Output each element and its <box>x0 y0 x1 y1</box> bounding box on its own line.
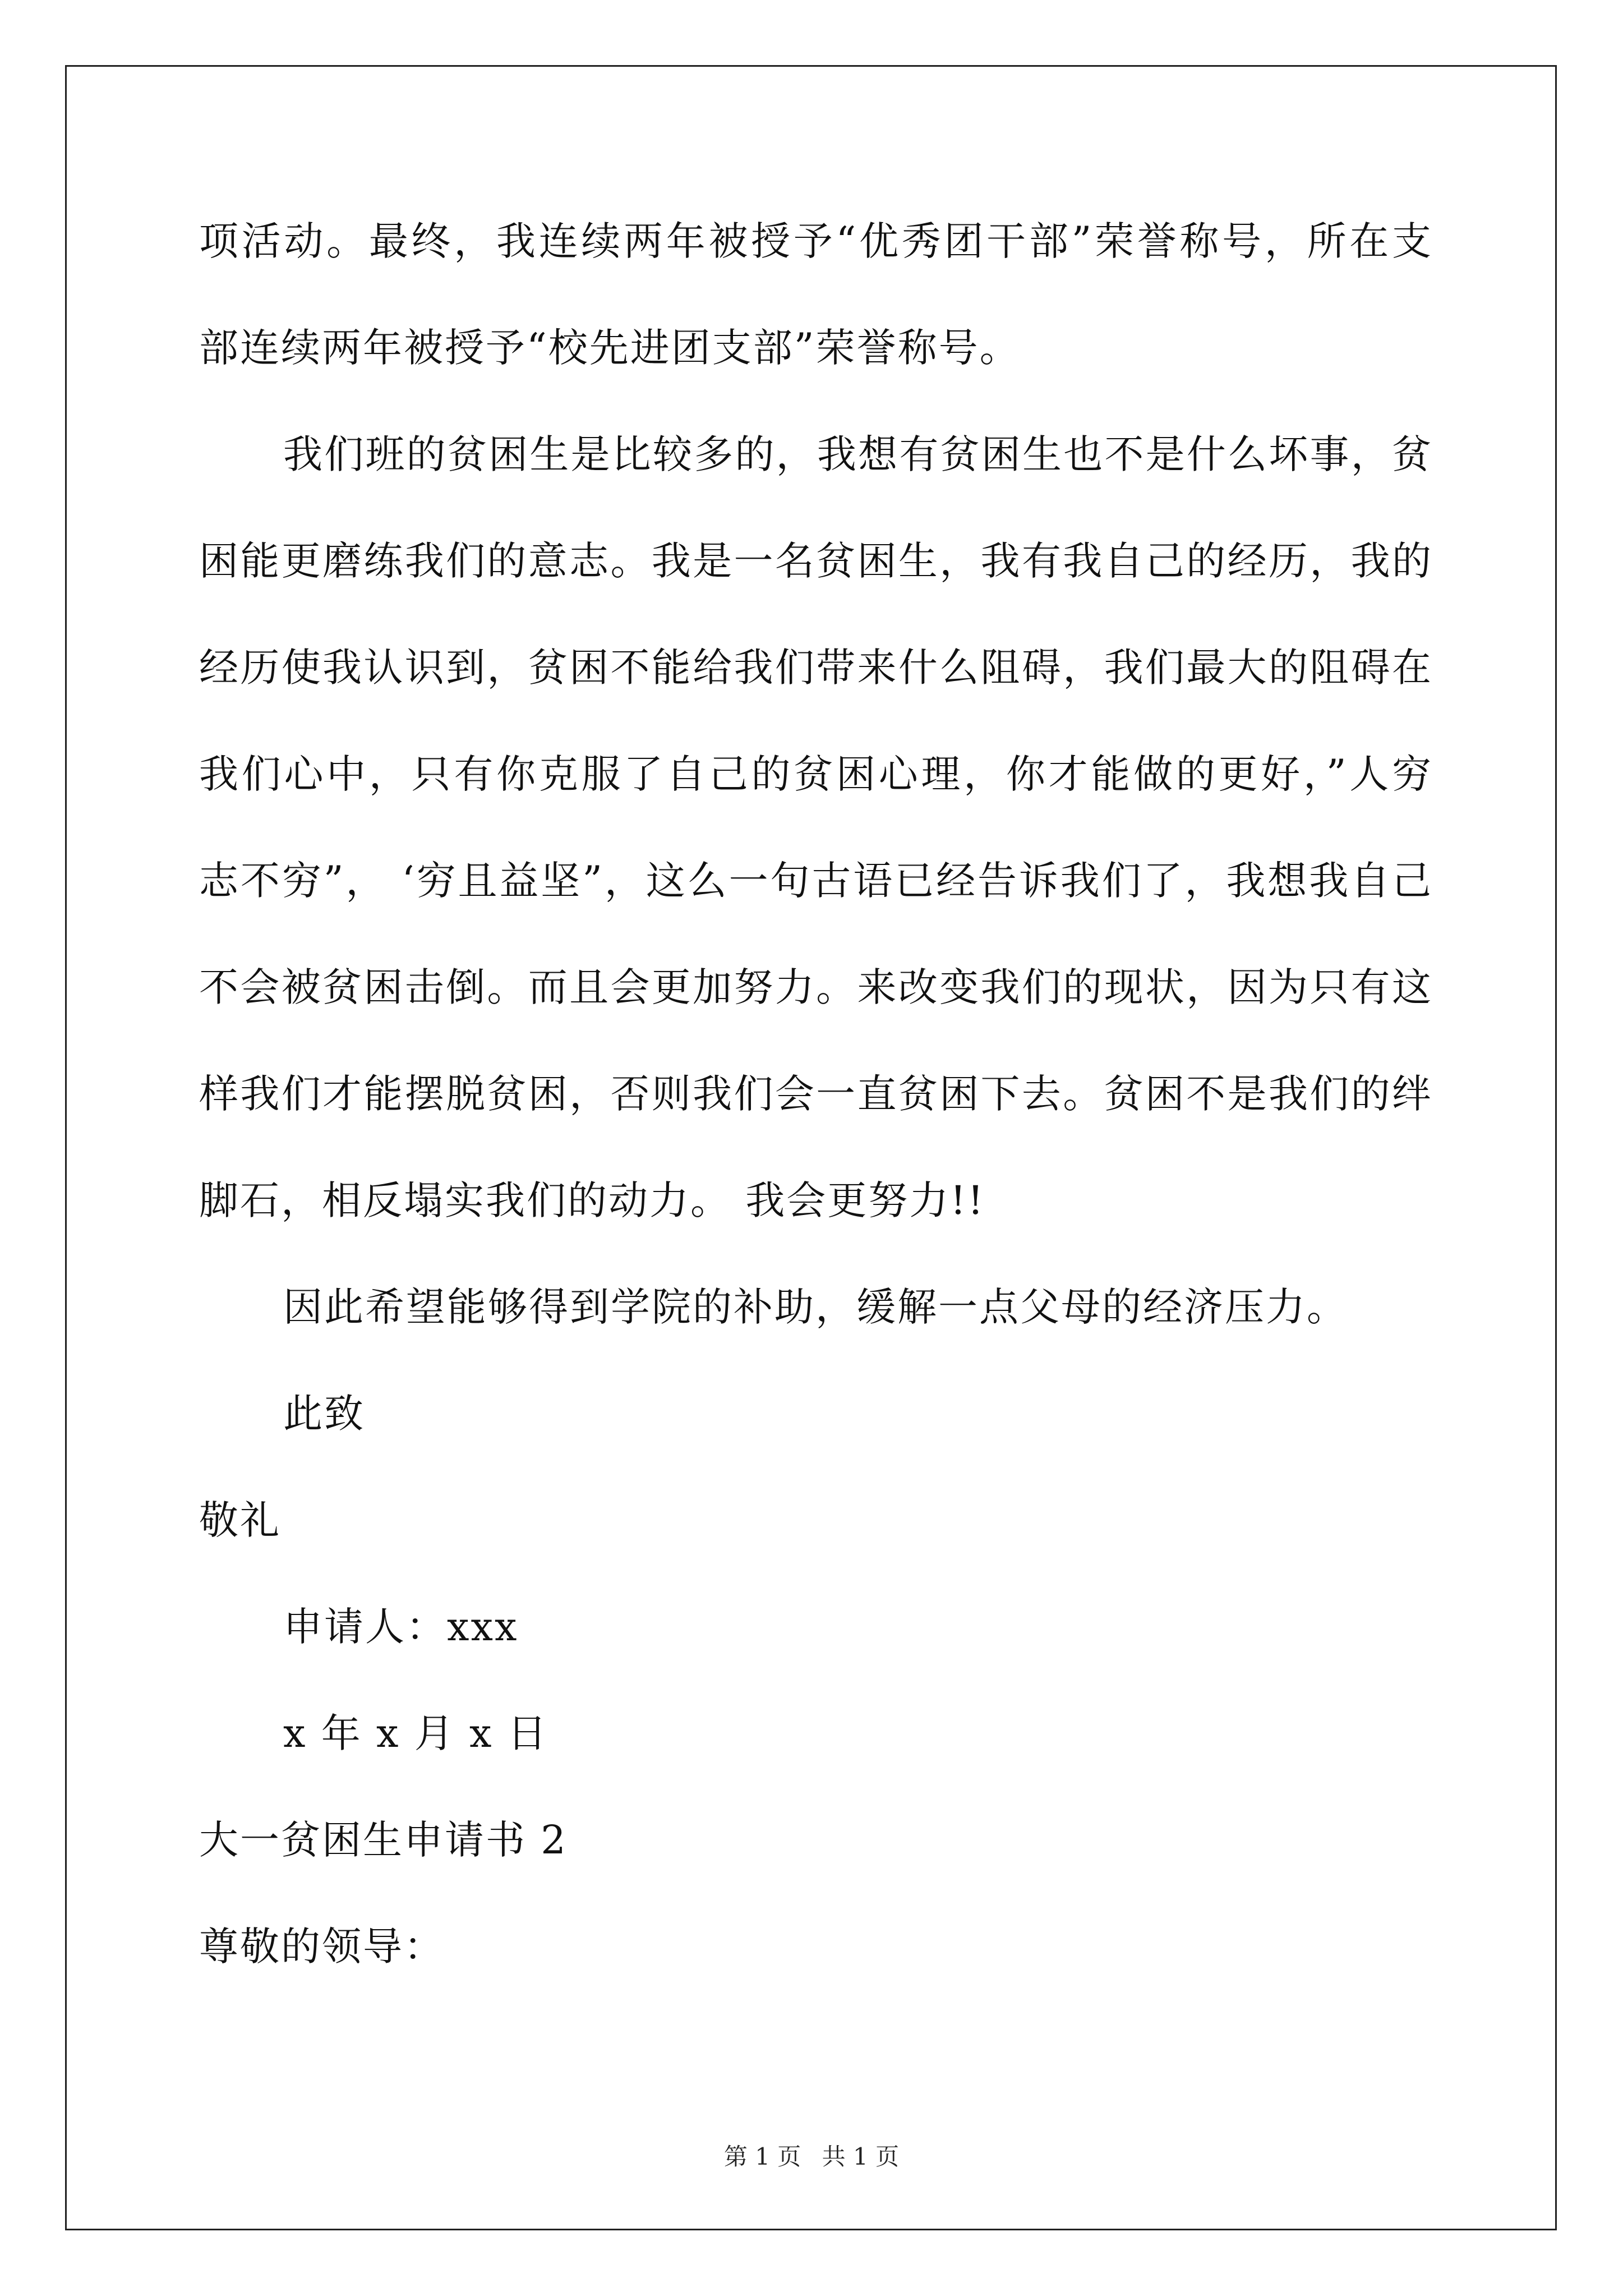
text-line: 敬礼 <box>199 1497 281 1543</box>
text-line: 部连续两年被授予“校先进团支部”荣誉称号。 <box>199 325 1021 371</box>
text-line: 我们心中，只有你克服了自己的贫困心理，你才能做的更好，”人穷 <box>199 752 1433 797</box>
text-line: 此致 <box>283 1391 365 1437</box>
text-line: 尊敬的领导： <box>199 1924 445 1970</box>
text-line: x 年 x 月 x 日 <box>283 1710 548 1756</box>
text-line: 不会被贫困击倒。而且会更加努力。来改变我们的现状，因为只有这 <box>199 965 1433 1010</box>
text-line: 因此希望能够得到学院的补助，缓解一点父母的经济压力。 <box>283 1284 1348 1330</box>
text-line: 申请人：xxx <box>283 1604 519 1650</box>
text-line: 脚石，相反塌实我们的动力。 我会更努力!! <box>199 1177 985 1223</box>
text-line: 项活动。最终，我连续两年被授予“优秀团干部”荣誉称号，所在支 <box>199 219 1433 264</box>
text-line: 我们班的贫困生是比较多的，我想有贫困生也不是什么坏事，贫 <box>283 432 1433 477</box>
text-line: 困能更磨练我们的意志。我是一名贫困生，我有我自己的经历，我的 <box>199 539 1433 583</box>
text-line: 志不穷”， ‘穷且益坚”，这么一句古语已经告诉我们了，我想我自己 <box>199 858 1433 903</box>
text-line: 样我们才能摆脱贫困，否则我们会一直贫困下去。贫困不是我们的绊 <box>199 1071 1433 1116</box>
page-footer <box>0 2143 1623 2171</box>
text-line: 经历使我认识到，贫困不能给我们带来什么阻碍，我们最大的阻碍在 <box>199 645 1433 690</box>
document-body <box>199 219 1433 2031</box>
text-line: 大一贫困生申请书 2 <box>199 1817 568 1863</box>
page-number: 第 1 页 <box>723 2143 801 2170</box>
page-total: 共 1 页 <box>822 2143 900 2170</box>
